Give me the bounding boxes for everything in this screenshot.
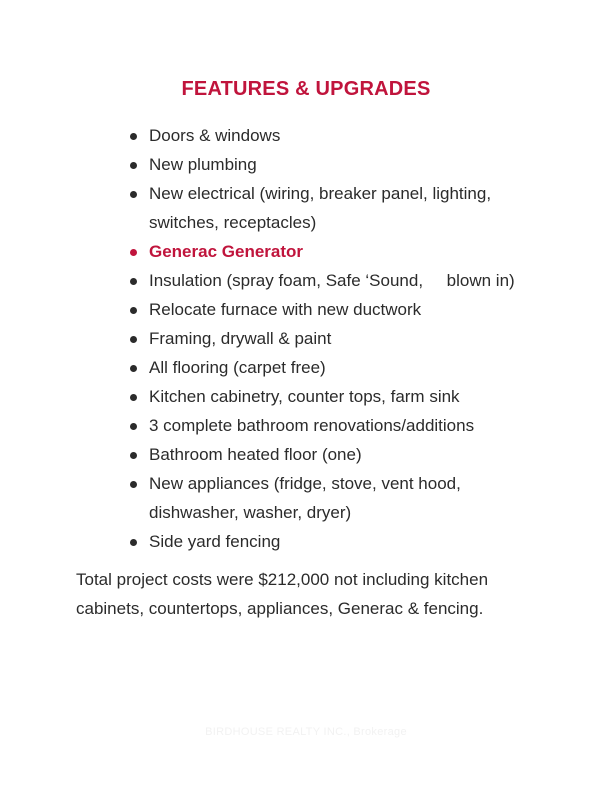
bullet-icon bbox=[130, 249, 137, 256]
bullet-icon bbox=[130, 394, 137, 401]
feature-line: New appliances (fridge, stove, vent hood, bbox=[149, 474, 461, 493]
bullet-icon bbox=[130, 191, 137, 198]
feature-list-item bbox=[128, 121, 598, 150]
feature-list-item bbox=[128, 179, 598, 237]
summary-line: cabinets, countertops, appliances, Generac & fencing. bbox=[76, 599, 484, 618]
feature-list-item bbox=[128, 353, 598, 382]
cost-summary bbox=[76, 565, 576, 623]
feature-line: Bathroom heated floor (one) bbox=[149, 445, 362, 464]
feature-line: Framing, drywall & paint bbox=[149, 329, 332, 348]
feature-list-item bbox=[128, 411, 598, 440]
feature-line: Insulation (spray foam, Safe ‘Sound, blown in) bbox=[149, 271, 515, 290]
bullet-icon bbox=[130, 278, 137, 285]
brokerage-watermark: BIRDHOUSE REALTY INC., Brokerage bbox=[205, 726, 407, 738]
feature-line: Side yard fencing bbox=[149, 532, 281, 551]
bullet-icon bbox=[130, 162, 137, 169]
summary-line: Total project costs were $212,000 not including kitchen bbox=[76, 570, 489, 589]
bullet-icon bbox=[130, 481, 137, 488]
feature-line: All flooring (carpet free) bbox=[149, 358, 326, 377]
feature-list-item bbox=[128, 295, 598, 324]
feature-list-item bbox=[128, 527, 598, 556]
bullet-icon bbox=[130, 336, 137, 343]
feature-line: Relocate furnace with new ductwork bbox=[149, 300, 422, 319]
feature-list-item bbox=[128, 324, 598, 353]
bullet-icon bbox=[130, 539, 137, 546]
feature-line: New electrical (wiring, breaker panel, lighting, bbox=[149, 184, 492, 203]
bullet-icon bbox=[130, 423, 137, 430]
feature-line: Kitchen cabinetry, counter tops, farm sink bbox=[149, 387, 460, 406]
feature-line: 3 complete bathroom renovations/additions bbox=[149, 416, 475, 435]
feature-list-item bbox=[128, 237, 598, 266]
features-list bbox=[128, 121, 598, 556]
feature-list-item bbox=[128, 382, 598, 411]
bullet-icon bbox=[130, 452, 137, 459]
feature-line: Doors & windows bbox=[149, 126, 281, 145]
feature-list-item bbox=[128, 150, 598, 179]
bullet-icon bbox=[130, 365, 137, 372]
feature-line: New plumbing bbox=[149, 155, 257, 174]
feature-list-item bbox=[128, 266, 598, 295]
feature-line: dishwasher, washer, dryer) bbox=[149, 503, 352, 522]
feature-line: Generac Generator bbox=[149, 242, 304, 261]
bullet-icon bbox=[130, 133, 137, 140]
feature-list-item bbox=[128, 469, 598, 527]
page-title: FEATURES & UPGRADES bbox=[181, 78, 431, 100]
feature-list-item bbox=[128, 440, 598, 469]
feature-line: switches, receptacles) bbox=[149, 213, 317, 232]
bullet-icon bbox=[130, 307, 137, 314]
